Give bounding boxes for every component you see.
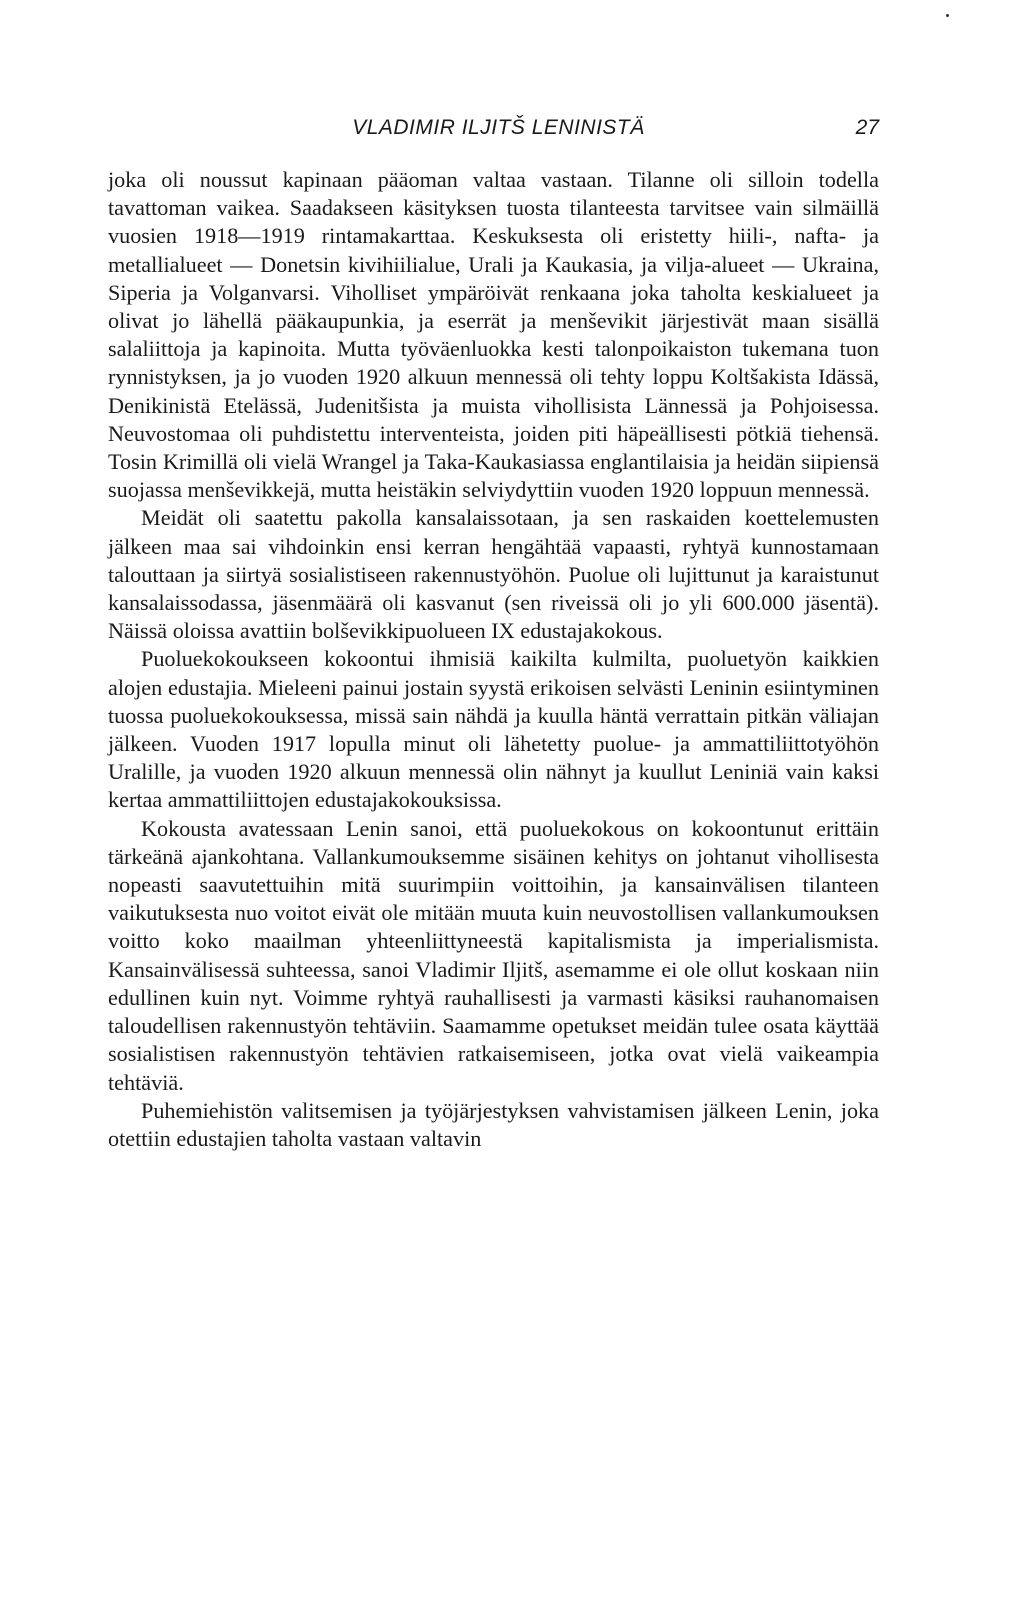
running-title: VLADIMIR ILJITŠ LENINISTÄ (352, 116, 645, 139)
page-number: 27 (855, 116, 879, 139)
running-head (108, 116, 879, 146)
paragraph-5: Puhemiehistön valitsemisen ja työjärjestyksen vahvistamisen jälkeen Lenin, joka otettiin edustajien taholta vastaan valtavin (108, 1097, 879, 1151)
paragraph-3: Puoluekokoukseen kokoontui ihmisiä kaikilta kulmilta, puoluetyön kaikkien alojen edustajia. Mieleeni painui jostain syystä erikoisen selvästi Leninin esiintyminen tuossa puoluekokouksessa, missä sain nähdä ja kuulla häntä verrattain pitkän väliajan jälkeen. Vuoden 1917 lopulla minut oli lähetetty puolue- ja ammattiliittotyöhön Uralille, ja vuoden 1920 alkuun mennessä olin nähnyt ja kuullut Leniniä vain kaksi kertaa ammattiliittojen edustajakokouksissa. (108, 646, 879, 813)
paragraph-1: joka oli noussut kapinaan pääoman valtaa vastaan. Tilanne oli silloin todella tavattoman vaikea. Saadakseen käsityksen tuosta tilanteesta tarvitsee vain silmäillä vuosien 1918—1919 rintamakarttaa. Keskuksesta oli eristetty hiili-, nafta- ja metallialueet — Donetsin kivihiilialue, Urali ja Kaukasia, ja vilja-alueet — Ukraina, Siperia ja Volganvarsi. Viholliset ympäröivät renkaana joka taholta keskialueet ja olivat jo lähellä pääkaupunkia, ja eserrät ja menševikit järjestivät maan sisällä salaliittoja ja kapinoita. Mutta työväenluokka kesti talonpoikaiston tukemana tuon rynnistyksen, ja jo vuoden 1920 alkuun mennessä oli tehty loppu Koltšakista Idässä, Denikinistä Etelässä, Judenitšista ja muista vihollisista Lännessä ja Pohjoisessa. Neuvostomaa oli puhdistettu interventeista, joiden piti häpeällisesti pötkiä tiehensä. Tosin Krimillä oli vielä Wrangel ja Taka-Kaukasiassa englantilaisia ja heidän siipiensä suojassa menševikkejä, mutta heistäkin selviydyttiin vuoden 1920 loppuun mennessä. (108, 167, 879, 503)
body-text (108, 166, 879, 1153)
paragraph-4: Kokousta avatessaan Lenin sanoi, että puoluekokous on kokoontunut erittäin tärkeänä ajankohtana. Vallankumouksemme sisäinen kehitys on johtanut vihollisesta nopeasti saavutettuihin mitä suurimpiin voittoihin, ja kansainvälisen tilanteen vaikutuksesta nuo voitot eivät ole mitään muuta kuin neuvostollisen vallankumouksen voitto koko maailman yhteenliittyneestä kapitalismista ja imperialismista. Kansainvälisessä suhteessa, sanoi Vladimir Iljitš, asemamme ei ole ollut koskaan niin edullinen kuin nyt. Voimme ryhtyä rauhallisesti ja varmasti käsiksi rauhanomaisen taloudellisen rakennustyön tehtäviin. Saamamme opetukset meidän tulee osata käyttää sosialistisen rakennustyön tehtävien ratkaisemiseen, jotka ovat vielä vaikeampia tehtäviä. (108, 815, 879, 1095)
paragraph-2: Meidät oli saatettu pakolla kansalaissotaan, ja sen raskaiden koettelemusten jälkeen maa sai vihdoinkin ensi kerran hengähtää vapaasti, ryhtyä kunnostamaan talouttaan ja siirtyä sosialistiseen rakennustyöhön. Puolue oli lujittunut ja karaistunut kansalaissodassa, jäsenmäärä oli kasvanut (sen riveissä oli jo yli 600.000 jäsentä). Näissä oloissa avattiin bolševikkipuolueen IX edustajakokous. (108, 505, 879, 644)
print-speck (946, 14, 949, 17)
